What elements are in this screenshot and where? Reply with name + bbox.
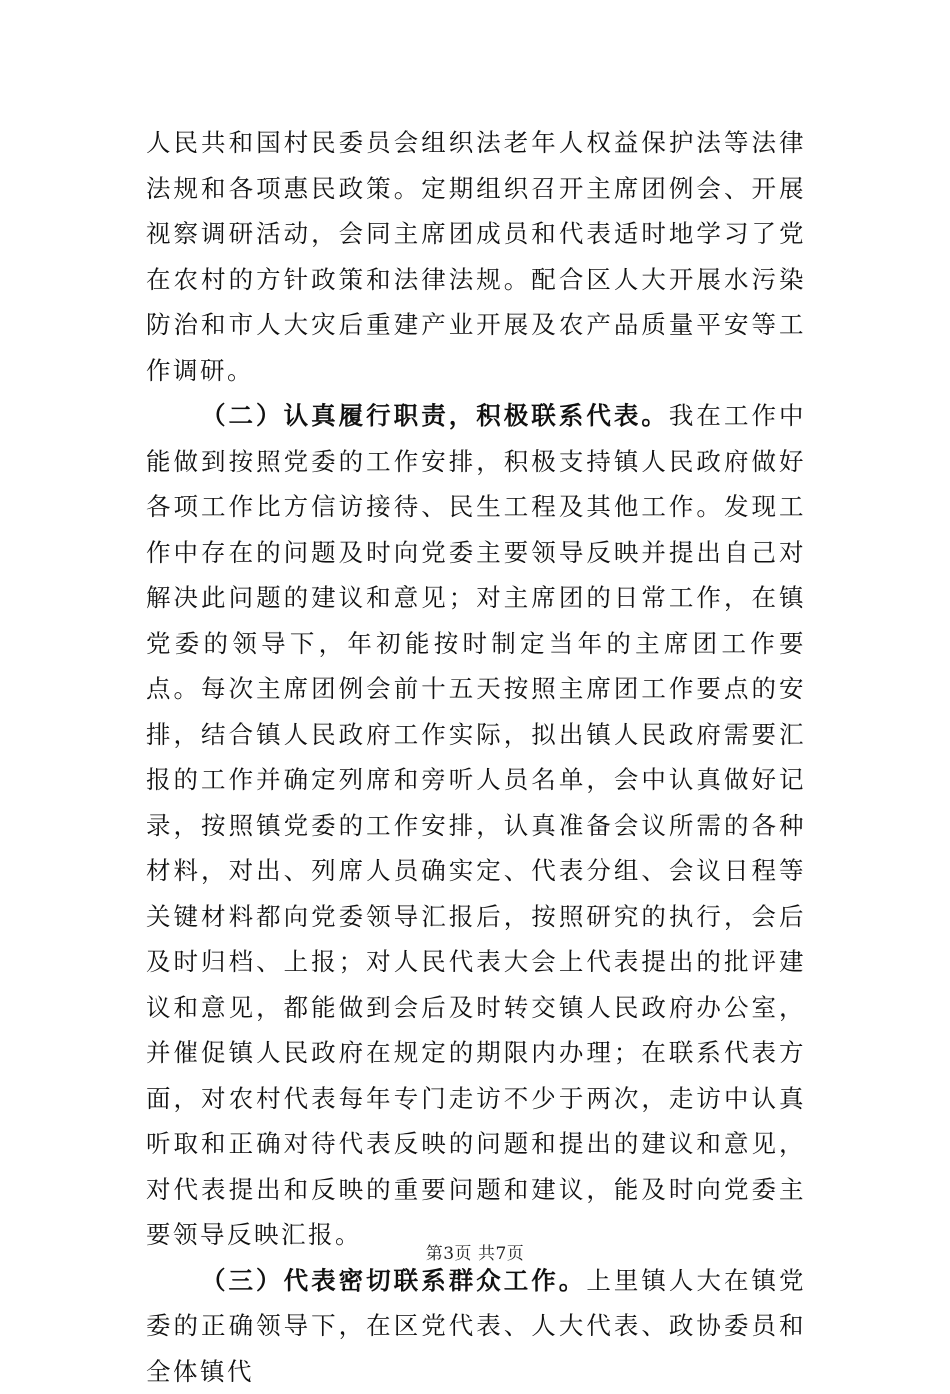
paragraph-3-heading: （三）代表密切联系群众工作。 [201, 1266, 586, 1295]
paragraph-2-heading: （二）认真履行职责，积极联系代表。 [201, 401, 669, 430]
paragraph-2 [146, 393, 806, 1258]
paragraph-2-text: 我在工作中能做到按照党委的工作安排，积极支持镇人民政府做好各项工作比方信访接待、民生工程及其他工作。发现工作中存在的问题及时向党委主要领导反映并提出自己对解决此问题的建议和意见；对主席团的日常工作，在镇党委的领导下，年初能按时制定当年的主席团工作要点。每次主席团例会前十五天按照主席团工作要点的安排，结合镇人民政府工作实际，拟出镇人民政府需要汇报的工作并确定列席和旁听人员名单，会中认真做好记录，按照镇党委的工作安排，认真准备会议所需的各种材料，对出、列席人员确实定、代表分组、会议日程等关键材料都向党委领导汇报后，按照研究的执行，会后及时归档、上报；对人民代表大会上代表提出的批评建议和意见，都能做到会后及时转交镇人民政府办公室，并催促镇人民政府在规定的期限内办理；在联系代表方面，对农村代表每年专门走访不少于两次，走访中认真听取和正确对待代表反映的问题和提出的建议和意见，对代表提出和反映的重要问题和建议，能及时向党委主要领导反映汇报。 [146, 401, 806, 1249]
paragraph-3 [146, 1258, 806, 1394]
page-number: 第3页 [426, 1244, 472, 1264]
paragraph-1 [146, 120, 806, 393]
page-footer [0, 1239, 950, 1264]
document-body [146, 120, 806, 1394]
paragraph-1-text: 人民共和国村民委员会组织法老年人权益保护法等法律法规和各项惠民政策。定期组织召开主席团例会、开展视察调研活动，会同主席团成员和代表适时地学习了党在农村的方针政策和法律法规。配合区人大开展水污染防治和市人大灾后重建产业开展及农产品质量平安等工作调研。 [146, 128, 806, 385]
page-total: 共7页 [478, 1244, 524, 1264]
paragraph-3-text: 上里镇人大在镇党委的正确领导下，在区党代表、人大代表、政协委员和全体镇代 [146, 1266, 806, 1386]
